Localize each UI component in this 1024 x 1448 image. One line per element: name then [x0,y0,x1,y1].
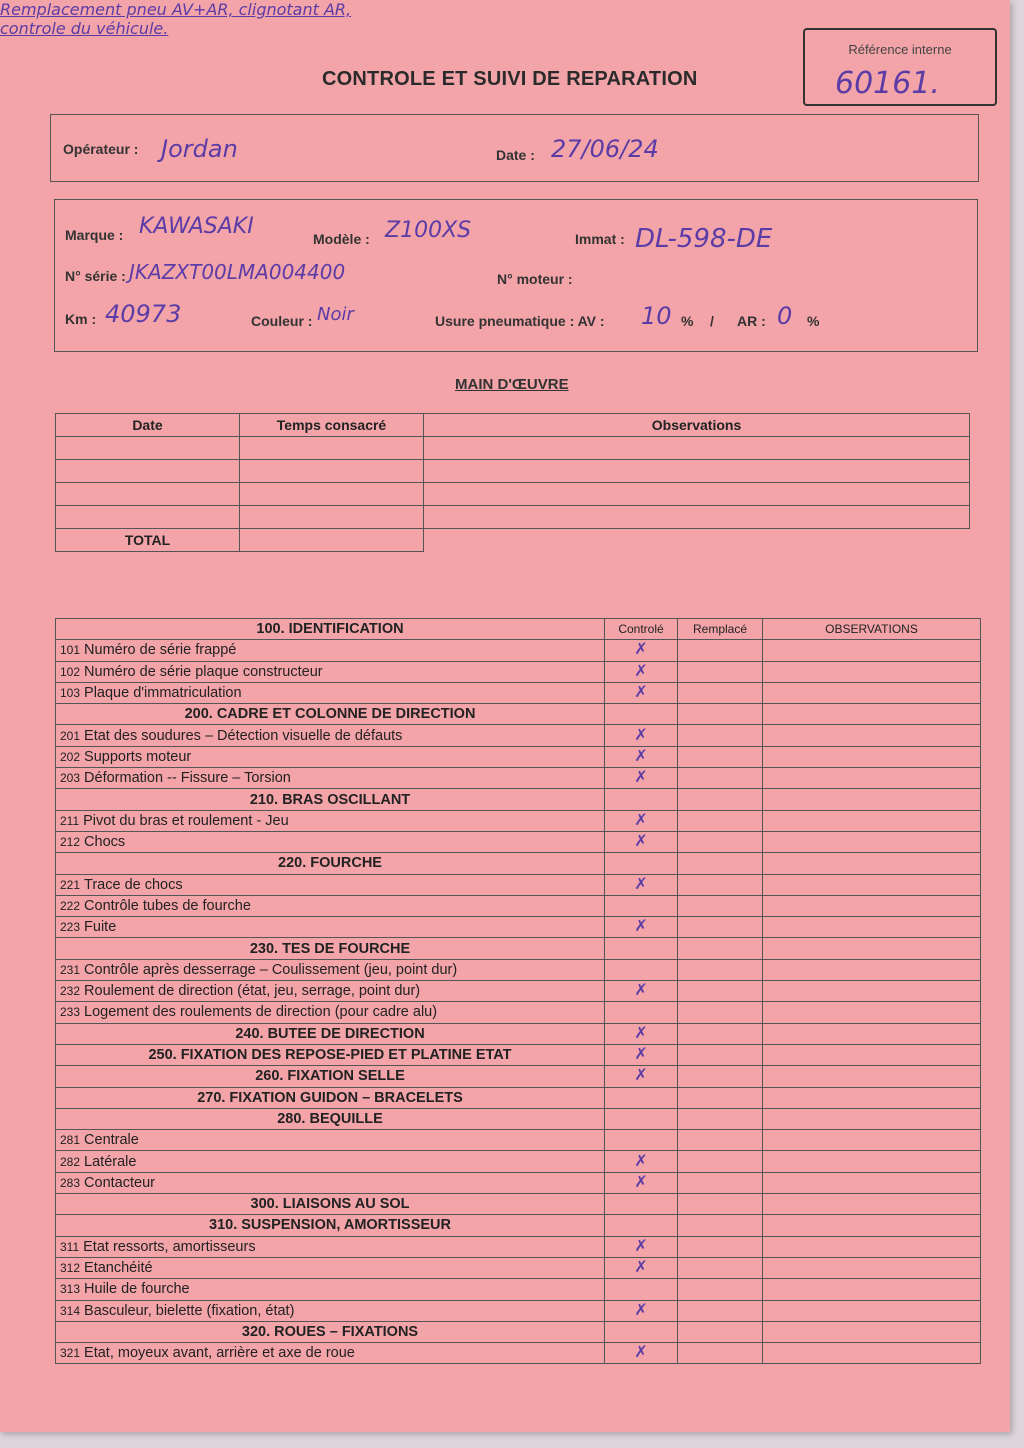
checklist-item-row [56,1151,981,1172]
remplace-cell [678,938,763,959]
col-controle: Controlé [605,619,678,640]
remplace-cell [678,768,763,789]
item-label: Latérale [84,1153,137,1170]
section-title: 250. FIXATION DES REPOSE-PIED ET PLATINE ETAT [56,1044,605,1065]
col-remplace: Remplacé [678,619,763,640]
checklist-section-row [56,619,981,640]
remplace-cell [678,1215,763,1236]
item-label: Supports moteur [84,748,192,765]
item-number: 202 [60,749,81,764]
reference-box [803,28,997,106]
form-title: CONTROLE ET SUIVI DE REPARATION [322,68,698,90]
remplace-cell [678,917,763,938]
controle-mark: ✗ [605,1151,678,1172]
controle-mark [605,789,678,810]
item-number: 102 [60,664,81,679]
section-title: 200. CADRE ET COLONNE DE DIRECTION [56,704,605,725]
remplace-cell [678,725,763,746]
moteur-label: N° moteur : [497,271,573,287]
controle-mark: ✗ [605,768,678,789]
item-number: 221 [60,877,81,892]
km-value: 40973 [105,300,182,328]
checklist-item-row [56,981,981,1002]
item-label: Contrôle tubes de fourche [84,898,251,914]
reference-label: Référence interne [848,42,952,57]
observation-cell [763,810,981,831]
remplace-cell [678,789,763,810]
observation-cell [763,682,981,703]
vehicle-box [54,199,978,352]
immat-value: DL-598-DE [635,224,773,254]
controle-mark: ✗ [605,682,678,703]
observation-cell [763,1108,981,1129]
checklist-item-row [56,831,981,852]
observation-cell [763,1236,981,1257]
controle-mark: ✗ [605,981,678,1002]
checklist-section-row [56,1044,981,1065]
item-label: Numéro de série plaque constructeur [84,663,323,680]
remplace-cell [678,1172,763,1193]
remplace-cell [678,1279,763,1300]
observation-cell [763,1023,981,1044]
controle-mark [605,853,678,874]
observation-cell [763,1279,981,1300]
checklist-section-row [56,1108,981,1129]
item-number: 233 [60,1005,81,1020]
observation-cell [763,874,981,895]
remplace-cell [678,1066,763,1087]
remplace-cell [678,874,763,895]
remplace-cell [678,1236,763,1257]
checklist-section-row [56,1087,981,1108]
controle-mark: ✗ [605,1236,678,1257]
remplace-cell [678,1343,763,1364]
item-number: 103 [60,686,81,701]
controle-mark [605,1321,678,1342]
controle-mark: ✗ [605,1044,678,1065]
controle-mark: ✗ [605,917,678,938]
item-number: 312 [60,1261,81,1276]
remplace-cell [678,1002,763,1023]
remplace-cell [678,704,763,725]
observation-cell [763,1172,981,1193]
observation-cell [763,1215,981,1236]
operator-box [50,114,979,182]
couleur-label: Couleur : [251,313,313,329]
checklist-item-row [56,1300,981,1321]
checklist-item-row [56,959,981,980]
remplace-cell [678,661,763,682]
checklist-section-row [56,1023,981,1044]
section-title: 280. BEQUILLE [56,1108,605,1129]
observation-cell [763,895,981,916]
remplace-cell [678,981,763,1002]
controle-mark: ✗ [605,874,678,895]
controle-mark: ✗ [605,1300,678,1321]
item-number: 222 [60,899,81,913]
checklist-item-row [56,1130,981,1151]
item-number: 231 [60,962,81,977]
item-label: Huile de fourche [84,1281,190,1298]
controle-mark: ✗ [605,725,678,746]
observation-cell [763,831,981,852]
item-label: Chocs [84,834,126,851]
observation-cell [763,640,981,661]
observation-line-2: controle du véhicule. [0,19,169,38]
remplace-cell [678,1130,763,1151]
percent-ar: % [807,313,820,329]
operator-value: Jordan [161,135,238,163]
controle-mark [605,1194,678,1215]
item-number: 314 [60,1303,81,1318]
date-label: Date : [496,147,535,163]
controle-mark [605,1108,678,1129]
ar-label: AR : [737,313,766,329]
checklist-item-row [56,1279,981,1300]
observation-cell [763,768,981,789]
checklist-section-row [56,1215,981,1236]
checklist-section-row [56,938,981,959]
item-number: 201 [60,728,81,743]
item-label: Contrôle après desserrage – Coulissement (jeu, point dur) [84,961,458,978]
item-label: Déformation -- Fissure – Torsion [84,770,291,787]
item-label: Contacteur [84,1174,155,1191]
observation-cell [763,959,981,980]
operator-label: Opérateur : [63,141,139,157]
separator: / [710,313,714,329]
checklist-item-row [56,1002,981,1023]
remplace-cell [678,1023,763,1044]
observation-cell [763,938,981,959]
col-observations: Observations [424,414,970,437]
remplace-cell [678,831,763,852]
item-number: 313 [60,1282,81,1297]
item-number: 311 [60,1239,80,1254]
checklist-item-row [56,895,981,916]
col-observations-check: OBSERVATIONS [763,619,981,640]
observation-cell [763,981,981,1002]
main-oeuvre-title: MAIN D'ŒUVRE [455,376,569,393]
controle-mark: ✗ [605,1066,678,1087]
usure-av-value: 10 [641,302,672,330]
controle-mark: ✗ [605,831,678,852]
controle-mark: ✗ [605,1023,678,1044]
immat-label: Immat : [575,231,625,247]
item-number: 283 [60,1175,81,1190]
checklist-item-row [56,1257,981,1278]
couleur-value: Noir [317,304,354,325]
item-label: Pivot du bras et roulement - Jeu [83,812,289,829]
observation-cell [763,1343,981,1364]
main-oeuvre-table [55,413,970,552]
observation-cell [763,1151,981,1172]
item-label: Etat ressorts, amortisseurs [83,1238,256,1255]
controle-mark: ✗ [605,746,678,767]
remplace-cell [678,1300,763,1321]
observation-cell [763,1194,981,1215]
percent-av: % [681,313,694,329]
checklist-item-row [56,661,981,682]
observation-cell [763,1300,981,1321]
remplace-cell [678,746,763,767]
remplace-cell [678,1257,763,1278]
item-label: Trace de chocs [84,876,183,893]
usure-label: Usure pneumatique : AV : [435,313,605,329]
controle-mark [605,704,678,725]
item-label: Etat des soudures – Détection visuelle de défauts [84,727,403,744]
km-label: Km : [65,311,97,327]
checklist-section-row [56,704,981,725]
controle-mark [605,959,678,980]
observation-cell [763,1257,981,1278]
controle-mark [605,1215,678,1236]
item-label: Basculeur, bielette (fixation, état) [84,1302,295,1319]
checklist-item-row [56,1172,981,1193]
item-label: Roulement de direction (état, jeu, serrage, point dur) [84,983,421,1000]
checklist-item-row [56,1236,981,1257]
checklist-item-row [56,874,981,895]
col-date: Date [56,414,240,437]
observation-cell [763,1044,981,1065]
controle-mark [605,1087,678,1108]
checklist-item-row [56,640,981,661]
controle-mark [605,1130,678,1151]
item-label: Logement des roulements de direction (pour cadre alu) [84,1004,438,1021]
checklist-section-row [56,853,981,874]
remplace-cell [678,810,763,831]
controle-mark: ✗ [605,810,678,831]
date-value: 27/06/24 [551,135,659,163]
marque-value: KAWASAKI [139,214,254,239]
section-title: 300. LIAISONS AU SOL [56,1194,605,1215]
controle-mark: ✗ [605,661,678,682]
usure-ar-value: 0 [777,302,793,330]
controle-mark [605,1002,678,1023]
section-title: 240. BUTEE DE DIRECTION [56,1023,605,1044]
checklist-item-row [56,810,981,831]
item-label: Fuite [84,919,117,936]
checklist-item-row [56,1343,981,1364]
item-number: 232 [60,984,81,999]
item-number: 212 [60,835,81,850]
checklist-item-row [56,768,981,789]
checklist-item-row [56,746,981,767]
observation-line-1: Remplacement pneu AV+AR, clignotant AR, [0,0,352,19]
item-number: 321 [60,1346,81,1361]
controle-mark [605,895,678,916]
item-label: Numéro de série frappé [84,642,237,659]
section-title: 230. TES DE FOURCHE [56,938,605,959]
checklist-table [55,618,981,1364]
checklist-item-row [56,917,981,938]
section-title: 320. ROUES – FIXATIONS [56,1321,605,1342]
controle-mark: ✗ [605,1257,678,1278]
observation-cell [763,725,981,746]
section-title: 210. BRAS OSCILLANT [56,789,605,810]
item-label: Plaque d'immatriculation [84,685,242,702]
item-label: Etanchéité [84,1260,153,1277]
remplace-cell [678,895,763,916]
item-label: Centrale [84,1132,139,1149]
item-number: 282 [60,1154,81,1169]
controle-mark [605,938,678,959]
observation-cell [763,789,981,810]
item-number: 223 [60,920,81,935]
section-title: 260. FIXATION SELLE [56,1066,605,1087]
section-title: 100. IDENTIFICATION [56,619,605,640]
section-title: 220. FOURCHE [56,853,605,874]
observation-cell [763,1321,981,1342]
observation-cell [763,704,981,725]
section-title: 270. FIXATION GUIDON – BRACELETS [56,1087,605,1108]
modele-label: Modèle : [313,231,370,247]
total-label: TOTAL [56,529,240,552]
checklist-section-row [56,1194,981,1215]
item-number: 281 [60,1133,81,1148]
serie-label: N° série : [65,268,126,284]
remplace-cell [678,853,763,874]
remplace-cell [678,1151,763,1172]
checklist-section-row [56,1066,981,1087]
observation-cell [763,746,981,767]
marque-label: Marque : [65,227,124,243]
remplace-cell [678,1194,763,1215]
remplace-cell [678,1044,763,1065]
checklist-item-row [56,725,981,746]
checklist-section-row [56,1321,981,1342]
observation-cell [763,661,981,682]
section-title: 310. SUSPENSION, AMORTISSEUR [56,1215,605,1236]
remplace-cell [678,1321,763,1342]
controle-mark: ✗ [605,1343,678,1364]
checklist-item-row [56,682,981,703]
observation-cell [763,853,981,874]
main-oeuvre-observation [0,0,915,38]
controle-mark [605,1279,678,1300]
checklist-section-row [56,789,981,810]
reference-value: 60161. [835,66,940,101]
observation-cell [763,1066,981,1087]
remplace-cell [678,1087,763,1108]
remplace-cell [678,640,763,661]
remplace-cell [678,682,763,703]
col-temps: Temps consacré [240,414,424,437]
modele-value: Z100XS [385,218,472,243]
serie-value: JKAZXT00LMA004400 [129,260,346,284]
controle-mark: ✗ [605,1172,678,1193]
remplace-cell [678,959,763,980]
observation-cell [763,1130,981,1151]
item-number: 203 [60,771,81,786]
observation-cell [763,917,981,938]
item-label: Etat, moyeux avant, arrière et axe de roue [84,1345,355,1362]
remplace-cell [678,1108,763,1129]
observation-cell [763,1087,981,1108]
item-number: 101 [60,643,81,658]
observation-cell [763,1002,981,1023]
item-number: 211 [60,813,80,828]
controle-mark: ✗ [605,640,678,661]
